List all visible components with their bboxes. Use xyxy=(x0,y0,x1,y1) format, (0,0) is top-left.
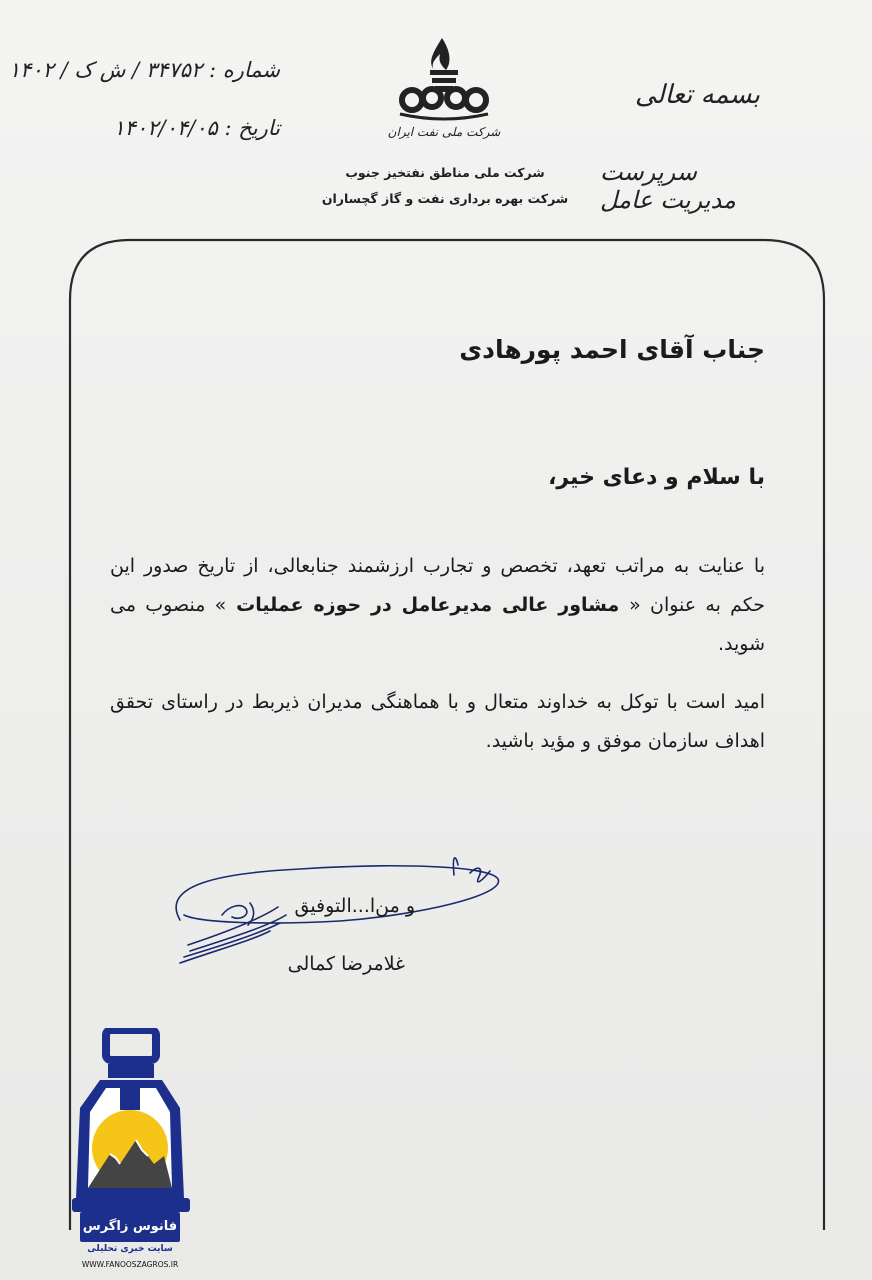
paragraph-1 xyxy=(110,547,765,664)
signer-name: غلامرضا کمالی xyxy=(287,953,405,975)
number-value: ۳۴۷۵۲ / ش ک / ۱۴۰۲ xyxy=(8,58,203,82)
header-right xyxy=(600,70,770,214)
date-value: ۱۴۰۲/۰۴/۰۵ xyxy=(113,116,218,140)
addressee: جناب آقای احمد پورهادی xyxy=(459,335,765,364)
number-label: شماره : xyxy=(208,58,280,82)
closing-phrase: و من‌ا...التوفیق xyxy=(294,895,415,917)
nioc-logo xyxy=(380,36,510,146)
letter-number xyxy=(9,58,280,82)
company-line-1: شرکت ملی مناطق نفتخیز جنوب xyxy=(345,165,545,180)
greeting: با سلام و دعای خیر، xyxy=(548,465,765,490)
logo-caption: شرکت ملی نفت ایران xyxy=(387,125,501,139)
paragraph-2: امید است با توکل به خداوند متعال و با هماهنگی مدیران ذیربط در راستای تحقق اهداف سازمان موفق و مؤید باشید. xyxy=(110,691,765,752)
company-names xyxy=(300,160,590,212)
letter-date xyxy=(113,116,280,140)
paragraph-1-a: با عنایت به مراتب تعهد، تخصص و تجارب ارزشمند جنابعالی، از تاریخ صدور این حکم به عنوان « xyxy=(110,555,766,616)
besm-taali-text: بسمه تعالی xyxy=(635,80,760,110)
company-line-2: شرکت بهره برداری نفت و گاز گچساران xyxy=(321,191,569,206)
office-title: سرپرست مدیریت عامل xyxy=(600,158,736,214)
header-left xyxy=(8,48,280,158)
watermark-name: فانوس زاگرس xyxy=(80,1212,180,1242)
watermark-tagline: سایت خبری تحلیلی xyxy=(87,1244,173,1254)
position-title: مشاور عالی مدیرعامل در حوزه عملیات xyxy=(226,594,630,616)
watermark-url: WWW.FANOOSZAGROS.IR xyxy=(81,1260,179,1269)
paragraph-1-b: » منصوب می شوید. xyxy=(110,594,765,655)
date-label: تاریخ : xyxy=(224,116,280,140)
